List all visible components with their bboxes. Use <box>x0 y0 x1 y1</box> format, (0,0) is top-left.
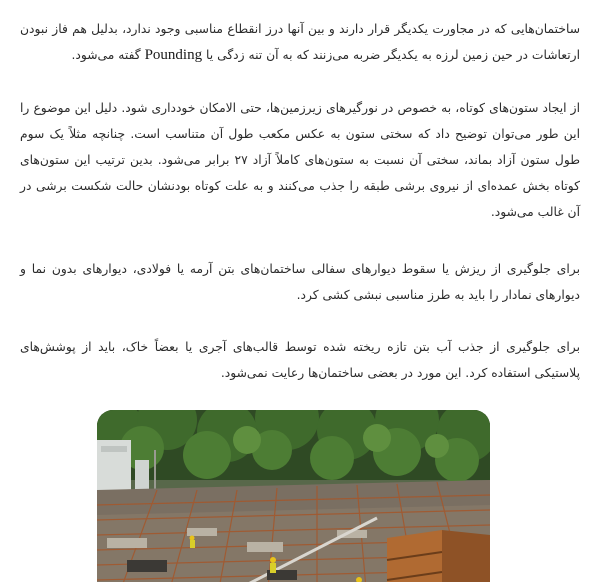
paragraph-plastic-covers: برای جلوگیری از جذب آب بتن تازه ریخته شده توسط قالب‌های آجری یا بعضاً خاک، باید از پوشش‌های پلاستیکی استفاده کرد. این مورد در بعضی ساختمان‌ها رعایت نمی‌شود. <box>20 340 580 380</box>
paragraph-pounding-text-end: گفته می‌شود. <box>71 48 145 62</box>
pounding-term: Pounding <box>144 47 203 63</box>
paragraph-pounding-text-start: ساختمان‌هایی که در مجاورت یکدیگر قرار دارند و بین آنها درز انقطاع مناسبی وجود ندارد، بدلیل هم فاز نبودن ارتعاشات در حین زمین لرزه به یکدیگر ضربه می‌زنند که به آن تنه زدگی یا <box>20 22 580 62</box>
construction-site-photo-icon <box>97 410 490 582</box>
construction-site-image <box>97 410 490 582</box>
paragraph-clay-walls: برای جلوگیری از ریزش یا سقوط دیوارهای سفالی ساختمان‌های بتن آرمه یا فولادی، دیوارهای بدون نما و دیوارهای نمادار را باید به طرز مناسبی نبشی کشی کرد. <box>20 262 580 302</box>
paragraph-pounding <box>20 16 580 68</box>
paragraph-short-columns: از ایجاد ستون‌های کوتاه، به خصوص در نورگیرهای زیرزمین‌ها، حتی الامکان خودداری شود. دلیل این موضوع را این طور می‌توان توضیح داد که سختی ستون به عکس مکعب طول آن متناسب است. چنانچه مثلاً یک سوم طول ستون آزاد بماند، سختی آن نسبت به ستون‌های کاملاً آزاد ۲۷ برابر می‌شود. بدین ترتیب این ستون‌های کوتاه بخش عمده‌ای از نیروی برشی طبقه را جذب می‌کنند و به علت کوتاه بودنشان حالت شکست برشی در آن غالب می‌شود. <box>20 101 580 219</box>
